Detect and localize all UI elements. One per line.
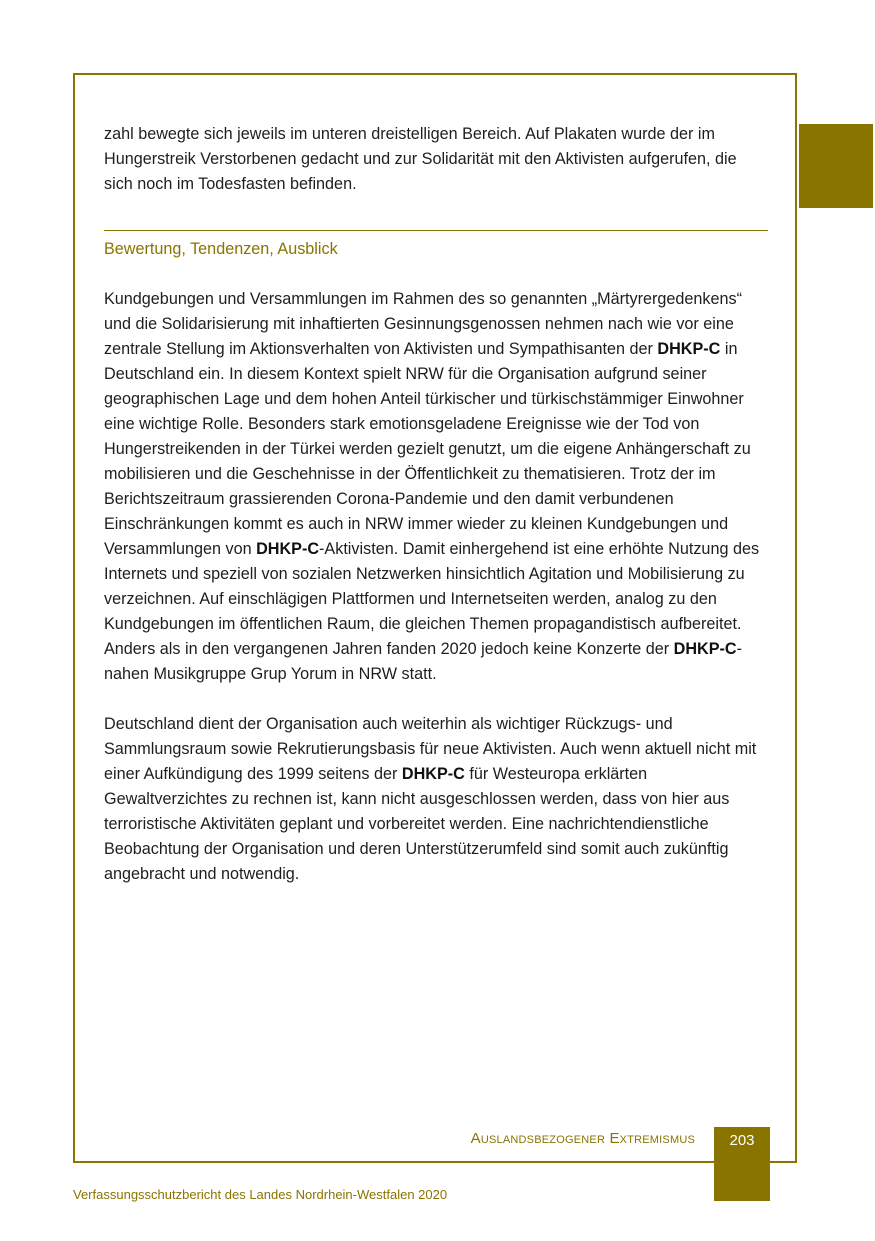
body-paragraph-2 <box>104 712 768 887</box>
text-segment: Kundgebungen und Versammlungen im Rahmen des so genannten „Märtyrergedenkens“ und die Solidarisierung mit inhaftierten Gesinnungsgenossen nehmen nach wie vor eine zentrale Stellung im Aktionsverhalten von Aktivisten und Sympathisanten der <box>104 290 743 358</box>
text-segment: -nahen Musikgruppe Grup Yorum in NRW statt. <box>104 640 743 683</box>
page-number: 203 <box>729 1132 755 1149</box>
footer-publication-title: Verfassungsschutzbericht des Landes Nordrhein-Westfalen 2020 <box>73 1187 448 1202</box>
section-heading: Bewertung, Tendenzen, Ausblick <box>104 240 338 258</box>
section-divider <box>104 230 768 231</box>
intro-paragraph: zahl bewegte sich jeweils im unteren dreistelligen Bereich. Auf Plakaten wurde der im Hungerstreik Verstorbenen gedacht und zur Solidarität mit den Aktivisten aufgerufen, die sich noch im Todesfasten befinden. <box>104 125 737 193</box>
org-name-bold: DHKP-C <box>673 640 737 658</box>
org-name-bold: DHKP-C <box>401 765 465 783</box>
chapter-side-tab <box>799 124 873 208</box>
text-segment: -Aktivisten. Damit einhergehend ist eine erhöhte Nutzung des Internets und speziell von sozialen Netzwerken hinsichtlich Agitation und Mobilisierung zu verzeichnen. Auf einschlägigen Plattformen und Internetseiten werden, analog zu den Kundgebungen im öffentlichen Raum, die gleichen Themen propagandistisch aufbereitet. Anders als in den vergangenen Jahren fanden 2020 jedoch keine Konzerte der <box>104 540 760 658</box>
body-paragraph-1 <box>104 287 768 687</box>
running-head: Auslandsbezogener Extremismus <box>470 1130 695 1147</box>
main-content <box>104 122 768 887</box>
text-segment: Deutschland dient der Organisation auch weiterhin als wichtiger Rückzugs- und Sammlungsraum sowie Rekrutierungsbasis für neue Aktivisten. Auch wenn aktuell nicht mit einer Aufkündigung des 1999 seitens der <box>104 715 757 783</box>
org-name-bold: DHKP-C <box>256 540 320 558</box>
text-segment: für Westeuropa erklärten Gewaltverzichtes zu rechnen ist, kann nicht ausgeschlossen werden, dass von hier aus terroristische Aktivitäten geplant und vorbereitet werden. Eine nachrichtendienstliche Beobachtung der Organisation und deren Unterstützerumfeld sind somit auch zukünftig angebracht und notwendig. <box>104 765 730 883</box>
page-number-box <box>714 1127 770 1201</box>
text-segment: in Deutschland ein. In diesem Kontext spielt NRW für die Organisation aufgrund seiner geographischen Lage und dem hohen Anteil türkischer und türkischstämmiger Einwohner eine wichtige Rolle. Besonders stark emotionsgeladene Ereignisse wie der Tod von Hungerstreikenden in der Türkei werden gezielt genutzt, um die eigene Anhängerschaft zu mobilisieren und die Geschehnisse in der Öffentlichkeit zu thematisieren. Trotz der im Berichtszeitraum grassierenden Corona-Pandemie und den damit verbundenen Einschränkungen kommt es auch in NRW immer wieder zu kleinen Kundgebungen und Versammlungen von <box>104 340 751 558</box>
org-name-bold: DHKP-C <box>657 340 721 358</box>
